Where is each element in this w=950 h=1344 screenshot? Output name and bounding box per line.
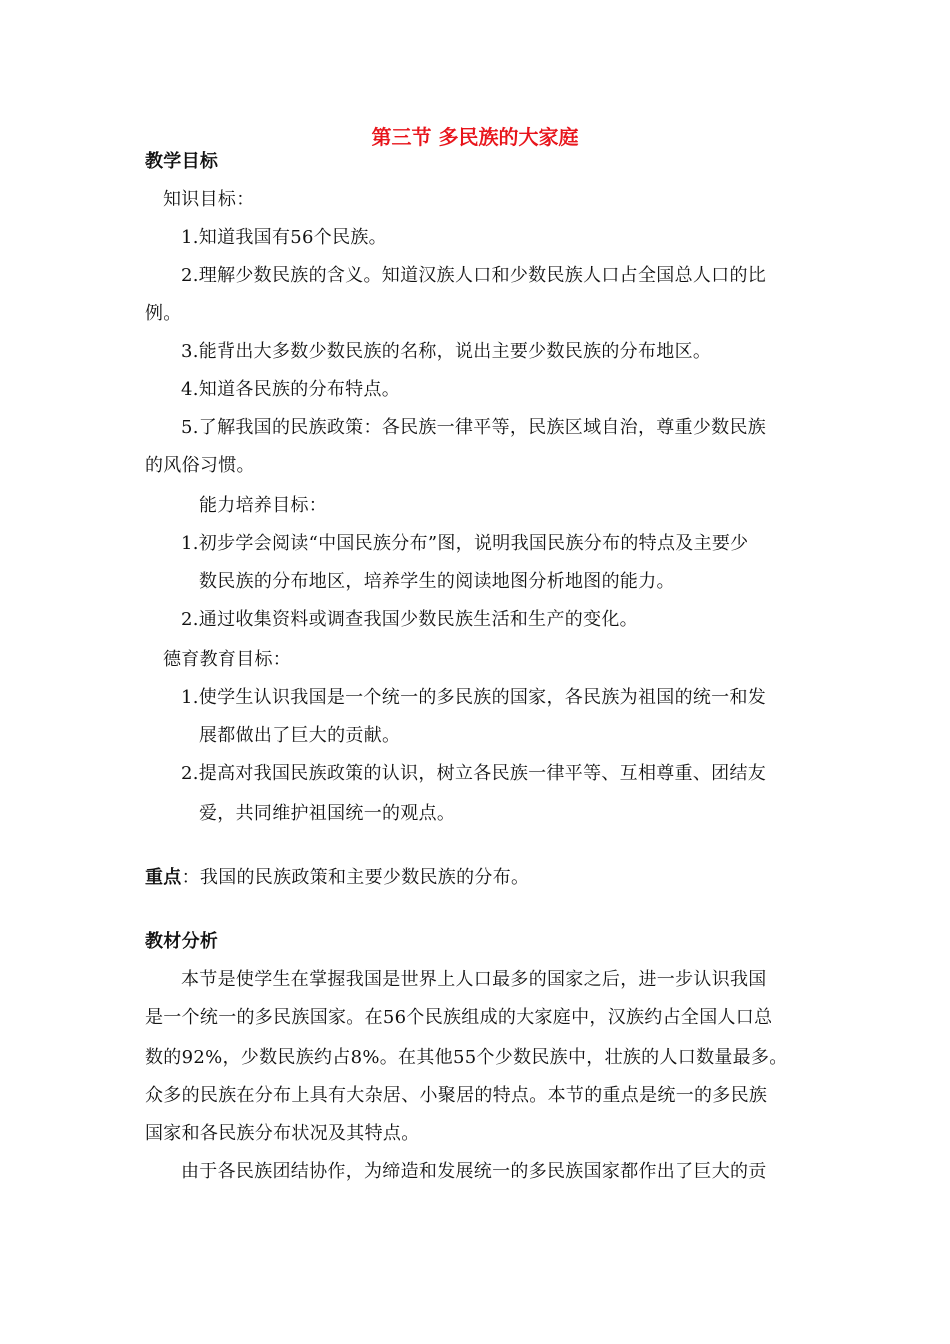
- analysis-heading: 教材分析: [145, 931, 219, 952]
- knowledge-item: 3.能背出大多数少数民族的名称，说出主要少数民族的分布地区。: [181, 341, 712, 362]
- knowledge-item-continuation: 的风俗习惯。: [145, 455, 255, 476]
- analysis-paragraph-line: 众多的民族在分布上具有大杂居、小聚居的特点。本节的重点是统一的多民族: [145, 1085, 768, 1106]
- knowledge-item: 5.了解我国的民族政策：各民族一律平等，民族区域自治，尊重少数民族: [181, 417, 767, 438]
- analysis-paragraph-line: 数的92%，少数民族约占8%。在其他55个少数民族中，壮族的人口数量最多。: [145, 1047, 788, 1068]
- analysis-paragraph-line: 本节是使学生在掌握我国是世界上人口最多的国家之后，进一步认识我国: [181, 969, 767, 990]
- knowledge-label: 知识目标：: [163, 189, 255, 210]
- goals-heading: 教学目标: [145, 151, 219, 172]
- ability-label: 能力培养目标：: [199, 495, 328, 516]
- knowledge-item: 2.理解少数民族的含义。知道汉族人口和少数民族人口占全国总人口的比: [181, 265, 767, 286]
- analysis-paragraph-line: 由于各民族团结协作，为缔造和发展统一的多民族国家都作出了巨大的贡: [181, 1161, 767, 1182]
- knowledge-item: 4.知道各民族的分布特点。: [181, 379, 401, 400]
- key-point-label: 重点: [145, 867, 182, 888]
- ability-item: 1.初步学会阅读“中国民族分布”图，说明我国民族分布的特点及主要少: [181, 533, 749, 554]
- moral-label: 德育教育目标：: [163, 649, 292, 670]
- analysis-paragraph-line: 国家和各民族分布状况及其特点。: [145, 1123, 420, 1144]
- key-point-text: ：我国的民族政策和主要少数民族的分布。: [181, 867, 530, 888]
- analysis-paragraph-line: 是一个统一的多民族国家。在56个民族组成的大家庭中，汉族约占全国人口总: [145, 1007, 773, 1028]
- moral-item-continuation: 展都做出了巨大的贡献。: [199, 725, 401, 746]
- moral-item-continuation: 爱，共同维护祖国统一的观点。: [199, 803, 456, 824]
- knowledge-item-continuation: 例。: [145, 303, 182, 324]
- moral-item: 2.提高对我国民族政策的认识，树立各民族一律平等、互相尊重、团结友: [181, 763, 767, 784]
- moral-item: 1.使学生认识我国是一个统一的多民族的国家，各民族为祖国的统一和发: [181, 687, 767, 708]
- key-point: [145, 866, 529, 890]
- knowledge-item: 1.知道我国有56个民族。: [181, 227, 387, 248]
- ability-item-continuation: 数民族的分布地区，培养学生的阅读地图分析地图的能力。: [199, 571, 675, 592]
- page-title: 第三节 多民族的大家庭: [371, 125, 579, 149]
- ability-item: 2.通过收集资料或调查我国少数民族生活和生产的变化。: [181, 609, 638, 630]
